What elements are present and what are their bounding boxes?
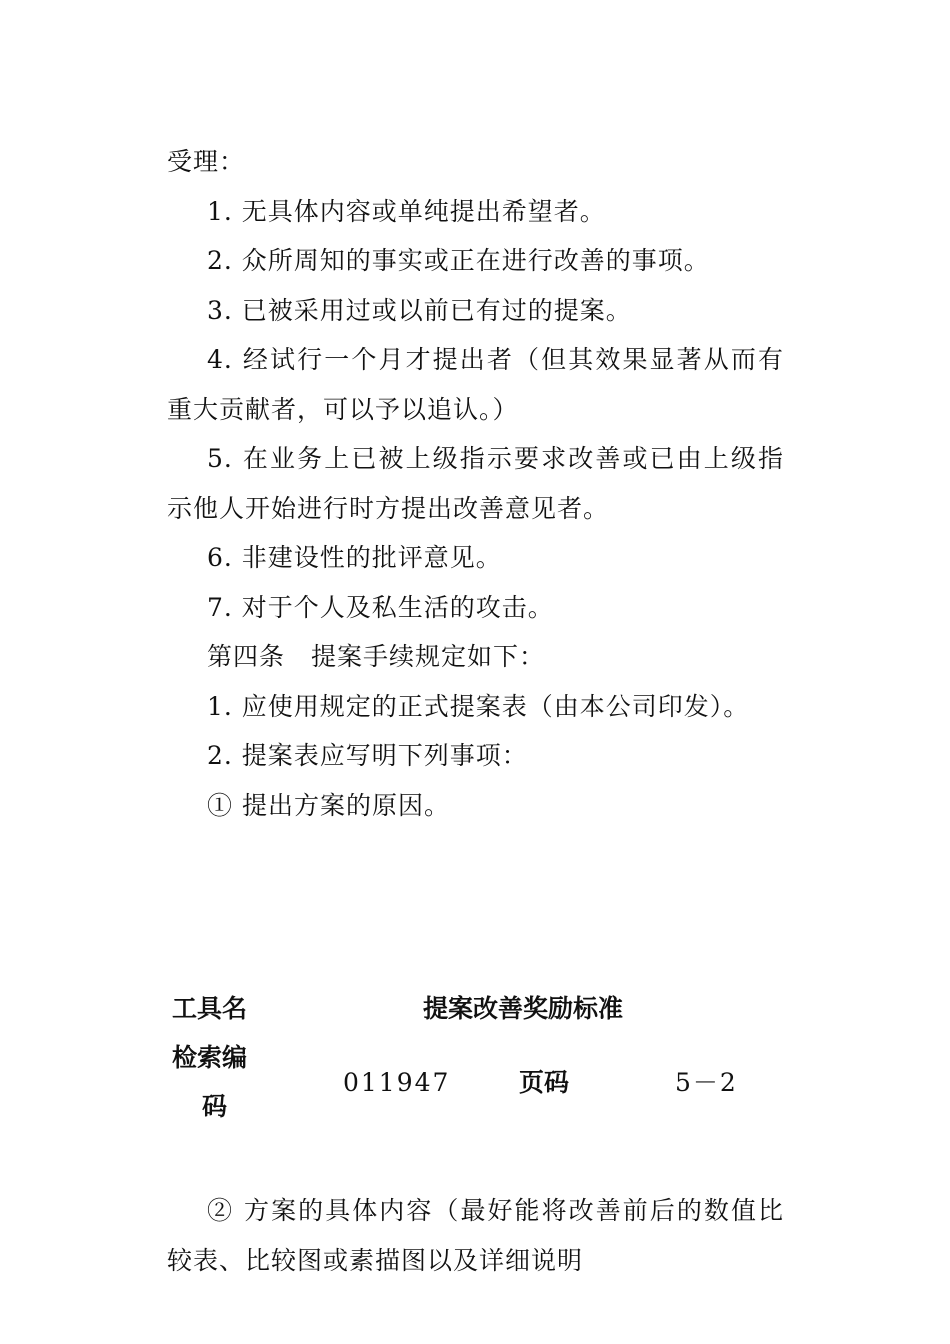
paragraph-procedure-2: 2. 提案表应写明下列事项： [207,741,528,770]
index-code-label-line2: 码 [202,1092,228,1121]
index-code-value: 011947 [343,1068,451,1097]
paragraph-subitem-2: ② 方案的具体内容（最好能将改善前后的数值比较表、比较图或素描图以及详细说明 [167,1196,784,1275]
paragraph-item-3: 3. 已被采用过或以前已有过的提案。 [207,295,632,325]
paragraph-item-2: 2. 众所周知的事实或正在进行改善的事项。 [207,246,710,275]
paragraph-item-1: 1. 无具体内容或单纯提出希望者。 [207,196,606,226]
tool-name-value: 提案改善奖励标准 [423,994,624,1023]
page-label: 页码 [519,1068,570,1097]
body-text-top [167,137,784,830]
paragraph-procedure-1: 1. 应使用规定的正式提案表（由本公司印发）。 [207,691,750,721]
tool-name-label: 工具名 [172,994,248,1023]
paragraph-article-4: 第四条 提案手续规定如下： [207,642,546,671]
paragraph-item-6: 6. 非建设性的批评意见。 [207,543,502,572]
paragraph-item-7: 7. 对于个人及私生活的攻击。 [207,592,554,622]
body-text-bottom [167,1186,784,1285]
paragraph-accept-heading: 受理： [167,147,246,176]
index-code-label-line1: 检索编 [172,1043,248,1072]
paragraph-item-4: 4. 经试行一个月才提出者（但其效果显著从而有重大贡献者，可以予以追认。） [167,345,784,424]
paragraph-subitem-1: ① 提出方案的原因。 [207,790,450,820]
page-value: 5－2 [675,1068,738,1097]
paragraph-item-5: 5. 在业务上已被上级指示要求改善或已由上级指示他人开始进行时方提出改善意见者。 [167,444,784,523]
